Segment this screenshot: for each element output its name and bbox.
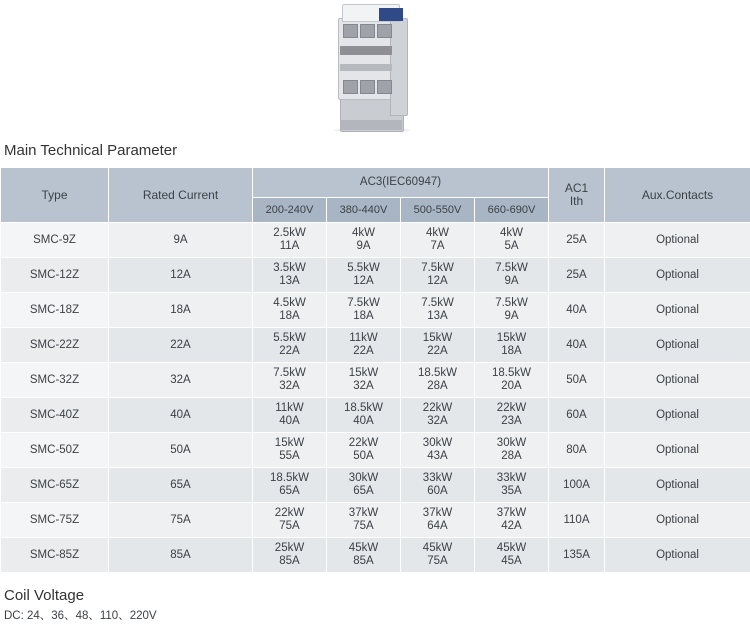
cell-ac3-kw: 45kW: [402, 542, 473, 555]
cell-ac3-amp: 22A: [254, 345, 325, 358]
cell-ac3-kw: 4kW: [328, 227, 399, 240]
cell-ac3-power: [327, 398, 401, 433]
cell-ac1-ith: 50A: [549, 363, 605, 398]
cell-type: SMC-9Z: [1, 223, 109, 258]
cell-ac3-amp: 12A: [328, 275, 399, 288]
cell-rated-current: 12A: [109, 258, 253, 293]
cell-ac3-power: [253, 503, 327, 538]
cell-ac3-amp: 85A: [328, 555, 399, 568]
cell-ac3-amp: 7A: [402, 240, 473, 253]
table-row: [1, 468, 750, 503]
table-row: [1, 328, 750, 363]
cell-ac3-power: [253, 433, 327, 468]
cell-ac3-amp: 64A: [402, 520, 473, 533]
th-ac3-voltage: 660-690V: [475, 197, 549, 222]
cell-rated-current: 50A: [109, 433, 253, 468]
cell-ac3-power: [475, 258, 549, 293]
cell-ac3-power: [401, 363, 475, 398]
cell-ac3-amp: 22A: [328, 345, 399, 358]
cell-ac3-power: [401, 258, 475, 293]
main-technical-parameter-table: [0, 167, 750, 573]
cell-ac1-ith: 40A: [549, 293, 605, 328]
cell-ac3-amp: 9A: [328, 240, 399, 253]
cell-type: SMC-32Z: [1, 363, 109, 398]
cell-ac3-kw: 11kW: [254, 402, 325, 415]
cell-ac3-kw: 15kW: [402, 332, 473, 345]
cell-ac3-kw: 2.5kW: [254, 227, 325, 240]
contactor-terminal: [360, 80, 375, 94]
cell-type: SMC-75Z: [1, 503, 109, 538]
contactor-base-shade: [340, 120, 402, 130]
cell-ac3-power: [475, 468, 549, 503]
contactor-center-band: [340, 46, 392, 55]
cell-aux-contacts: Optional: [605, 328, 750, 363]
cell-ac3-kw: 7.5kW: [476, 297, 547, 310]
cell-ac3-power: [253, 258, 327, 293]
cell-aux-contacts: Optional: [605, 538, 750, 573]
cell-ac1-ith: 100A: [549, 468, 605, 503]
th-ac3-voltage: 200-240V: [253, 197, 327, 222]
th-type: Type: [1, 168, 109, 223]
cell-ac3-amp: 35A: [476, 485, 547, 498]
cell-ac3-amp: 40A: [328, 415, 399, 428]
cell-ac1-ith: 110A: [549, 503, 605, 538]
cell-ac3-kw: 18.5kW: [402, 367, 473, 380]
cell-ac3-amp: 45A: [476, 555, 547, 568]
cell-ac3-kw: 37kW: [476, 507, 547, 520]
cell-ac3-amp: 13A: [402, 310, 473, 323]
cell-ac3-kw: 7.5kW: [476, 262, 547, 275]
cell-ac3-kw: 4kW: [476, 227, 547, 240]
cell-ac3-kw: 5.5kW: [254, 332, 325, 345]
contactor-terminal: [377, 24, 392, 38]
cell-ac3-power: [327, 293, 401, 328]
cell-ac3-amp: 32A: [254, 380, 325, 393]
cell-rated-current: 18A: [109, 293, 253, 328]
cell-ac3-power: [475, 503, 549, 538]
cell-ac3-kw: 25kW: [254, 542, 325, 555]
cell-ac3-amp: 5A: [476, 240, 547, 253]
th-ac3-voltage: 500-550V: [401, 197, 475, 222]
cell-ac3-amp: 75A: [402, 555, 473, 568]
cell-ac3-kw: 15kW: [254, 437, 325, 450]
cell-ac3-amp: 9A: [476, 275, 547, 288]
cell-ac3-kw: 22kW: [328, 437, 399, 450]
cell-ac1-ith: 25A: [549, 258, 605, 293]
cell-ac3-amp: 28A: [476, 450, 547, 463]
cell-ac3-power: [253, 328, 327, 363]
cell-ac3-power: [475, 293, 549, 328]
cell-ac3-amp: 12A: [402, 275, 473, 288]
cell-ac3-kw: 4.5kW: [254, 297, 325, 310]
cell-ac3-power: [253, 223, 327, 258]
cell-rated-current: 65A: [109, 468, 253, 503]
th-rated-current: Rated Current: [109, 168, 253, 223]
cell-ac3-amp: 20A: [476, 380, 547, 393]
cell-ac3-kw: 22kW: [254, 507, 325, 520]
cell-rated-current: 22A: [109, 328, 253, 363]
cell-ac3-power: [253, 538, 327, 573]
cell-ac3-kw: 15kW: [328, 367, 399, 380]
contactor-label-badge: [379, 8, 403, 21]
th-aux-contacts: Aux.Contacts: [605, 168, 750, 223]
cell-ac3-amp: 13A: [254, 275, 325, 288]
cell-ac3-kw: 37kW: [328, 507, 399, 520]
table-row: [1, 538, 750, 573]
cell-ac3-power: [253, 468, 327, 503]
contactor-terminal: [377, 80, 392, 94]
cell-ac3-kw: 30kW: [328, 472, 399, 485]
cell-ac3-kw: 30kW: [402, 437, 473, 450]
cell-ac3-power: [475, 538, 549, 573]
table-row: [1, 503, 750, 538]
contactor-lower-band: [340, 64, 392, 71]
table-header-row-1: [1, 168, 750, 198]
table-row: [1, 258, 750, 293]
cell-ac3-amp: 75A: [328, 520, 399, 533]
ac-contactor-product-photo: [332, 2, 418, 132]
cell-ac3-amp: 28A: [402, 380, 473, 393]
cell-ac3-power: [327, 258, 401, 293]
cell-ac3-kw: 45kW: [328, 542, 399, 555]
cell-ac3-power: [401, 468, 475, 503]
cell-ac3-power: [327, 223, 401, 258]
cell-ac3-kw: 18.5kW: [328, 402, 399, 415]
cell-ac3-power: [327, 538, 401, 573]
cell-ac3-power: [475, 363, 549, 398]
coil-voltage-title: Coil Voltage: [4, 587, 750, 609]
table-body: [1, 223, 750, 573]
page-title: Main Technical Parameter: [0, 136, 750, 167]
cell-ac3-amp: 40A: [254, 415, 325, 428]
cell-ac3-power: [253, 363, 327, 398]
cell-ac3-power: [327, 433, 401, 468]
cell-ac3-power: [475, 223, 549, 258]
cell-ac3-power: [401, 328, 475, 363]
coil-voltage-section: [0, 573, 750, 624]
th-ac1-line2: Ith: [550, 195, 603, 208]
cell-ac3-kw: 5.5kW: [328, 262, 399, 275]
cell-ac3-amp: 85A: [254, 555, 325, 568]
cell-ac3-amp: 55A: [254, 450, 325, 463]
cell-aux-contacts: Optional: [605, 503, 750, 538]
cell-ac3-power: [401, 293, 475, 328]
table-row: [1, 398, 750, 433]
cell-ac3-kw: 7.5kW: [402, 297, 473, 310]
cell-rated-current: 40A: [109, 398, 253, 433]
cell-ac3-amp: 60A: [402, 485, 473, 498]
cell-ac3-amp: 23A: [476, 415, 547, 428]
cell-ac3-power: [327, 503, 401, 538]
table-row: [1, 363, 750, 398]
cell-ac3-power: [401, 503, 475, 538]
coil-voltage-dc-line: DC: 24、36、48、110、220V: [4, 609, 750, 624]
cell-ac3-kw: 37kW: [402, 507, 473, 520]
cell-ac3-amp: 18A: [328, 310, 399, 323]
cell-aux-contacts: Optional: [605, 398, 750, 433]
cell-rated-current: 75A: [109, 503, 253, 538]
cell-ac1-ith: 25A: [549, 223, 605, 258]
cell-rated-current: 32A: [109, 363, 253, 398]
cell-ac3-kw: 7.5kW: [328, 297, 399, 310]
th-ac1-ith: [549, 168, 605, 223]
product-image-container: [0, 0, 750, 136]
cell-ac3-power: [401, 398, 475, 433]
cell-ac3-amp: 65A: [254, 485, 325, 498]
cell-aux-contacts: Optional: [605, 258, 750, 293]
contactor-body-side: [390, 18, 408, 116]
cell-rated-current: 85A: [109, 538, 253, 573]
cell-ac3-kw: 18.5kW: [254, 472, 325, 485]
cell-ac3-kw: 4kW: [402, 227, 473, 240]
cell-ac3-power: [401, 538, 475, 573]
cell-ac3-amp: 18A: [476, 345, 547, 358]
cell-ac3-power: [327, 468, 401, 503]
cell-ac3-kw: 7.5kW: [402, 262, 473, 275]
table-row: [1, 293, 750, 328]
cell-ac3-kw: 22kW: [476, 402, 547, 415]
table-header: [1, 168, 750, 223]
cell-ac3-amp: 43A: [402, 450, 473, 463]
cell-ac3-kw: 11kW: [328, 332, 399, 345]
cell-type: SMC-40Z: [1, 398, 109, 433]
cell-ac1-ith: 60A: [549, 398, 605, 433]
cell-ac3-kw: 15kW: [476, 332, 547, 345]
contactor-terminal: [360, 24, 375, 38]
th-ac1-line1: AC1: [550, 182, 603, 195]
table-row: [1, 223, 750, 258]
cell-aux-contacts: Optional: [605, 363, 750, 398]
cell-ac3-amp: 32A: [402, 415, 473, 428]
cell-ac3-amp: 22A: [402, 345, 473, 358]
cell-ac3-amp: 50A: [328, 450, 399, 463]
contactor-terminal: [343, 24, 358, 38]
cell-ac3-power: [475, 433, 549, 468]
cell-ac1-ith: 40A: [549, 328, 605, 363]
cell-ac3-power: [253, 293, 327, 328]
cell-ac3-kw: 7.5kW: [254, 367, 325, 380]
cell-type: SMC-65Z: [1, 468, 109, 503]
contactor-terminal: [343, 80, 358, 94]
cell-ac1-ith: 80A: [549, 433, 605, 468]
cell-ac3-kw: 33kW: [402, 472, 473, 485]
cell-aux-contacts: Optional: [605, 223, 750, 258]
cell-ac3-kw: 22kW: [402, 402, 473, 415]
cell-aux-contacts: Optional: [605, 433, 750, 468]
cell-ac3-power: [401, 433, 475, 468]
cell-ac3-power: [401, 223, 475, 258]
cell-ac3-kw: 3.5kW: [254, 262, 325, 275]
cell-ac3-amp: 9A: [476, 310, 547, 323]
cell-ac3-kw: 33kW: [476, 472, 547, 485]
cell-ac3-power: [327, 363, 401, 398]
cell-ac3-power: [327, 328, 401, 363]
contactor-top-cover: [342, 4, 400, 22]
cell-aux-contacts: Optional: [605, 468, 750, 503]
cell-ac3-amp: 65A: [328, 485, 399, 498]
cell-type: SMC-85Z: [1, 538, 109, 573]
cell-ac3-amp: 11A: [254, 240, 325, 253]
cell-type: SMC-18Z: [1, 293, 109, 328]
cell-ac3-kw: 30kW: [476, 437, 547, 450]
cell-ac3-kw: 45kW: [476, 542, 547, 555]
cell-ac3-amp: 42A: [476, 520, 547, 533]
cell-ac3-amp: 18A: [254, 310, 325, 323]
table-row: [1, 433, 750, 468]
cell-rated-current: 9A: [109, 223, 253, 258]
th-ac3-group: AC3(IEC60947): [253, 168, 549, 198]
cell-ac3-kw: 18.5kW: [476, 367, 547, 380]
cell-type: SMC-50Z: [1, 433, 109, 468]
cell-ac3-power: [475, 398, 549, 433]
cell-ac1-ith: 135A: [549, 538, 605, 573]
cell-ac3-power: [475, 328, 549, 363]
cell-ac3-amp: 32A: [328, 380, 399, 393]
cell-aux-contacts: Optional: [605, 293, 750, 328]
cell-ac3-power: [253, 398, 327, 433]
th-ac3-voltage: 380-440V: [327, 197, 401, 222]
cell-ac3-amp: 75A: [254, 520, 325, 533]
cell-type: SMC-22Z: [1, 328, 109, 363]
cell-type: SMC-12Z: [1, 258, 109, 293]
